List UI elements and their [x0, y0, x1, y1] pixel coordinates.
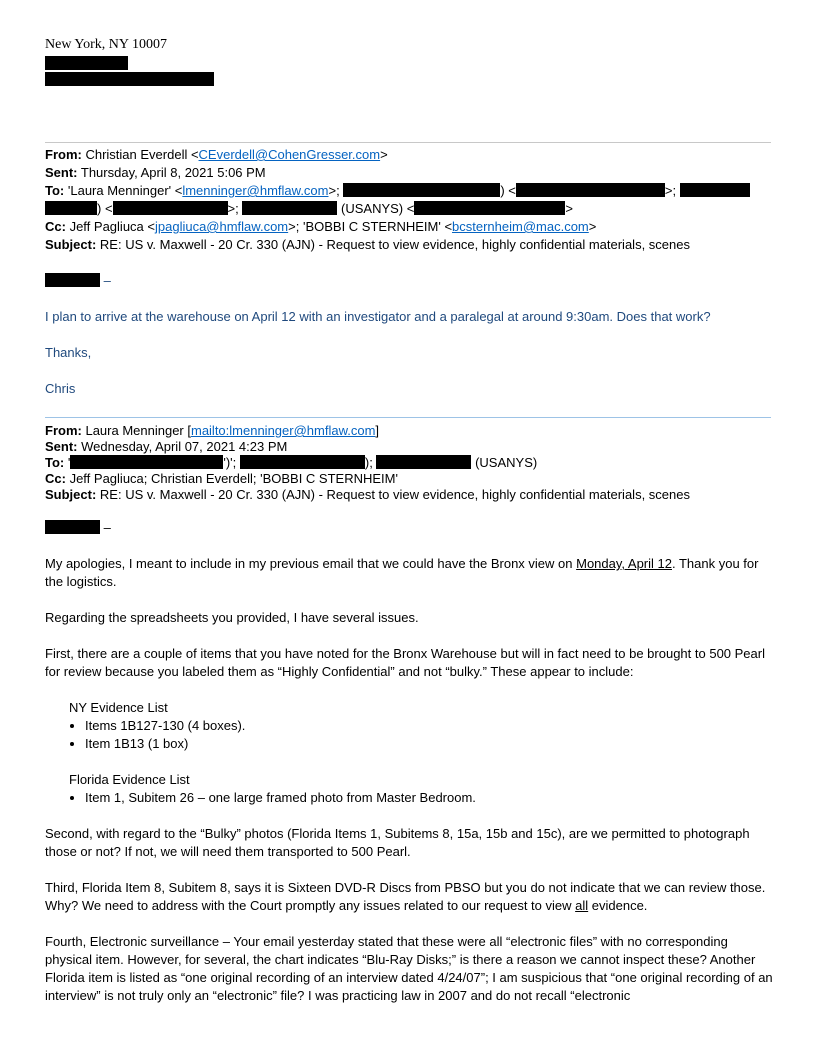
list-item: • Item 1, Subitem 26 – one large framed photo from Master Bedroom.: [85, 789, 769, 807]
redacted-block: [376, 455, 471, 469]
fl-list-title: Florida Evidence List: [69, 772, 190, 787]
redacted-block: [45, 201, 97, 215]
email1-cc: Cc: Jeff Pagliuca <jpagliuca@hmflaw.com>; 'BOBBI C STERNHEIM' <bcsternheim@mac.com>: [45, 219, 597, 234]
redacted-block: [70, 455, 223, 469]
email1-cc-email-link[interactable]: jpagliuca@hmflaw.com: [154, 219, 289, 234]
email1-cc-email-link[interactable]: bcsternheim@mac.com: [452, 219, 589, 234]
email1-subject: Subject: RE: US v. Maxwell - 20 Cr. 330 (AJN) - Request to view evidence, highly confidential materials, scenes: [45, 237, 690, 252]
email2-cc: Cc: Jeff Pagliuca; Christian Everdell; 'BOBBI C STERNHEIM': [45, 471, 398, 486]
fl-evidence-list: [69, 771, 769, 807]
email1-thanks: Thanks,: [45, 345, 92, 360]
email1-body: I plan to arrive at the warehouse on April 12 with an investigator and a paralegal at around 9:30am. Does that work?: [45, 309, 711, 324]
redacted-block: [343, 183, 500, 197]
email1-sent: Sent: Thursday, April 8, 2021 5:06 PM: [45, 165, 266, 180]
list-item: • Item 1B13 (1 box): [85, 735, 769, 753]
email1-greeting: –: [45, 272, 111, 290]
email2-to: To: ' ')'; ); (USANYS): [45, 455, 538, 470]
redacted-block: [45, 273, 100, 287]
email1-signature: Chris: [45, 381, 76, 396]
redacted-block: [680, 183, 750, 197]
email1-to-line2: ) < >; (USANYS) < >: [45, 200, 573, 218]
redacted-block: [516, 183, 665, 197]
email2-paragraph-6: Fourth, Electronic surveillance – Your email yesterday stated that these were all “electronic files” with no corresponding physical item. However, for several, the chart indicates “Blu-Ray Disks;” is there a reason we cannot inspect these? Another Florida item is listed as “one original recording of an interview dated 4/24/07”; I am suspicious that “one original recording of an interview” is not truly only an “electronic” file? I was practicing law in 2007 and do not recall “electronic: [45, 934, 773, 1003]
email2-from: From: Laura Menninger [mailto:lmenninger@hmflaw.com]: [45, 423, 380, 438]
email1-to-email-link[interactable]: lmenninger@hmflaw.com: [182, 183, 329, 198]
email2-sent: Sent: Wednesday, April 07, 2021 4:23 PM: [45, 439, 288, 454]
ny-evidence-list: [69, 699, 769, 753]
redacted-block: [45, 520, 100, 534]
divider: [45, 417, 771, 418]
email2-paragraph-5: Third, Florida Item 8, Subitem 8, says it is Sixteen DVD-R Discs from PBSO but you do not indicate that we can review those. Why? We need to address with the Court promptly any issues related to our request to view all evidence.: [45, 880, 766, 913]
redacted-block: [113, 201, 228, 215]
email1-from-email-link[interactable]: CEverdell@CohenGresser.com: [198, 147, 381, 162]
email2-greeting: –: [45, 519, 111, 537]
email2-from-email-link[interactable]: mailto:lmenninger@hmflaw.com: [190, 423, 376, 438]
address-city-line: New York, NY 10007: [45, 37, 167, 52]
list-item: • Items 1B127-130 (4 boxes).: [85, 717, 769, 735]
email2-paragraph-3: First, there are a couple of items that you have noted for the Bronx Warehouse but will in fact need to be brought to 500 Pearl for review because you labeled them as “Highly Confidential” and not “bulky.” These appear to include:: [45, 646, 765, 679]
redacted-block: [414, 201, 565, 215]
divider: [45, 142, 771, 143]
email1-from: From: Christian Everdell <CEverdell@CohenGresser.com>: [45, 147, 388, 162]
email2-paragraph-4: Second, with regard to the “Bulky” photos (Florida Items 1, Subitems 8, 15a, 15b and 15c), are we permitted to photograph those or not? If not, we will need them transported to 500 Pearl.: [45, 826, 750, 859]
email2-subject: Subject: RE: US v. Maxwell - 20 Cr. 330 (AJN) - Request to view evidence, highly confidential materials, scenes: [45, 487, 690, 502]
email1-to-line1: To: 'Laura Menninger' <lmenninger@hmflaw.com>; ) < >;: [45, 182, 750, 200]
email2-paragraph-2: Regarding the spreadsheets you provided, I have several issues.: [45, 610, 419, 625]
redacted-block: [240, 455, 365, 469]
redacted-block: [45, 71, 214, 89]
email2-paragraph-1: My apologies, I meant to include in my previous email that we could have the Bronx view on Monday, April 12. Thank you for the logistics.: [45, 556, 759, 589]
redacted-block: [242, 201, 337, 215]
ny-list-title: NY Evidence List: [69, 700, 168, 715]
